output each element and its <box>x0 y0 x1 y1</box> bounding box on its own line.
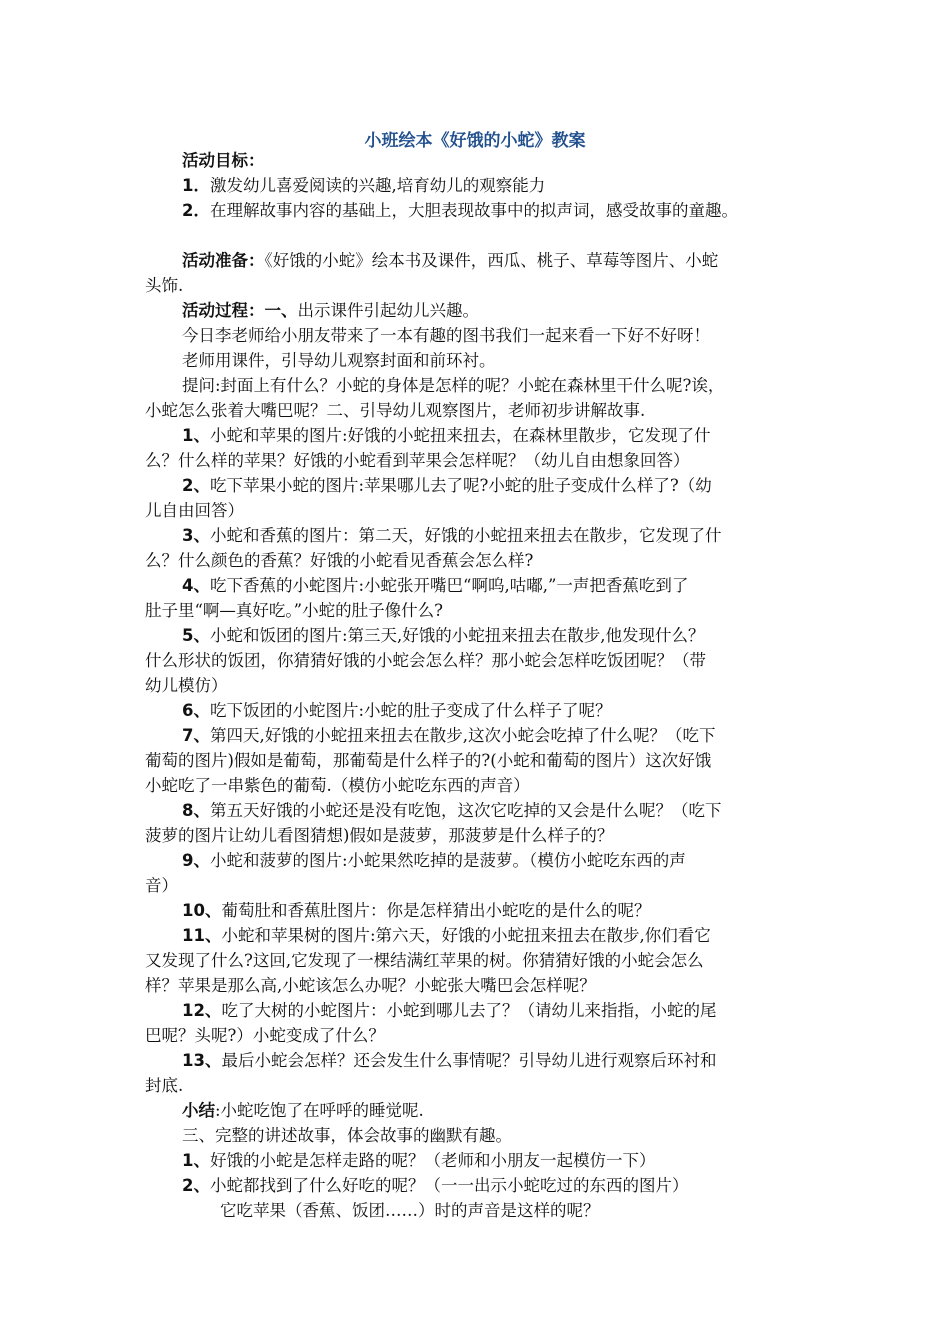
step-9: 9、小蛇和菠萝的图片:小蛇果然吃掉的是菠萝。（模仿小蛇吃东西的声 <box>182 851 686 870</box>
step-11-cont: 又发现了什么?这回,它发现了一棵结满红苹果的树。你猜猜好饿的小蛇会怎么 <box>145 951 704 970</box>
summary: 小结:小蛇吃饱了在呼呼的睡觉呢. <box>182 1101 424 1120</box>
prep-line-cont: 头饰. <box>145 276 184 295</box>
step-8: 8、第五天好饿的小蛇还是没有吃饱，这次它吃掉的又会是什么呢？（吃下 <box>182 801 722 820</box>
step-2: 2、吃下苹果小蛇的图片:苹果哪儿去了呢?小蛇的肚子变成什么样了?（幼 <box>182 476 712 495</box>
prep-line: 活动准备：《好饿的小蛇》绘本书及课件，西瓜、桃子、草莓等图片、小蛇 <box>182 251 719 270</box>
goal-heading: 活动目标： <box>182 151 265 170</box>
step-4-cont: 肚子里“啊—真好吃。”小蛇的肚子像什么? <box>145 601 443 620</box>
step-11-cont: 样？苹果是那么高,小蛇该怎么办呢？小蛇张大嘴巴会怎样呢？ <box>145 976 596 995</box>
task-3: 它吃苹果（香蕉、饭团……）时的声音是这样的呢？ <box>220 1201 600 1220</box>
step-11: 11、小蛇和苹果树的图片:第六天，好饿的小蛇扭来扭去在散步,你们看它 <box>182 926 711 945</box>
step-7-cont: 葡萄的图片)假如是葡萄，那葡萄是什么样子的?(小蛇和葡萄的图片）这次好饿 <box>145 751 712 770</box>
step-2-cont: 儿自由回答） <box>145 501 244 520</box>
step-10: 10、葡萄肚和香蕉肚图片：你是怎样猜出小蛇吃的是什么的呢？ <box>182 901 651 920</box>
step-4: 4、吃下香蕉的小蛇图片:小蛇张开嘴巴“啊呜,咕嘟,”一声把香蕉吃到了 <box>182 576 689 595</box>
page-title: 小班绘本《好饿的小蛇》教案 <box>364 131 586 151</box>
step-5: 5、小蛇和饭团的图片:第三天,好饿的小蛇扭来扭去在散步,他发现什么？ <box>182 626 705 645</box>
step-13: 13、最后小蛇会怎样？还会发生什么事情呢？引导幼儿进行观察后环衬和 <box>182 1051 717 1070</box>
paragraph-cont: 小蛇怎么张着大嘴巴呢？二、引导幼儿观察图片，老师初步讲解故事. <box>145 401 646 420</box>
step-7: 7、第四天,好饿的小蛇扭来扭去在散步,这次小蛇会吃掉了什么呢？（吃下 <box>182 726 716 745</box>
step-7-cont: 小蛇吃了一串紫色的葡萄.（模仿小蛇吃东西的声音） <box>145 776 530 795</box>
step-9-cont: 音） <box>145 876 178 895</box>
step-1: 1、小蛇和苹果的图片:好饿的小蛇扭来扭去，在森林里散步，它发现了什 <box>182 426 711 445</box>
step-1-cont: 么？什么样的苹果？好饿的小蛇看到苹果会怎样呢？（幼儿自由想象回答） <box>145 451 690 470</box>
task-2: 2、小蛇都找到了什么好吃的呢？（一一出示小蛇吃过的东西的图片） <box>182 1176 689 1195</box>
section-three: 三、完整的讲述故事，体会故事的幽默有趣。 <box>182 1126 512 1145</box>
paragraph: 今日李老师给小朋友带来了一本有趣的图书我们一起来看一下好不好呀！ <box>182 326 710 345</box>
paragraph: 老师用课件，引导幼儿观察封面和前环衬。 <box>182 351 496 370</box>
goal-item-1: 1．激发幼儿喜爱阅读的兴趣,培育幼儿的观察能力 <box>182 176 546 195</box>
step-3-cont: 么？什么颜色的香蕉？好饿的小蛇看见香蕉会怎么样? <box>145 551 534 570</box>
step-12-cont: 巴呢？头呢?）小蛇变成了什么？ <box>145 1026 385 1045</box>
task-1: 1、好饿的小蛇是怎样走路的呢？（老师和小朋友一起模仿一下） <box>182 1151 656 1170</box>
step-13-cont: 封底. <box>145 1076 184 1095</box>
step-5-cont: 什么形状的饭团，你猜猜好饿的小蛇会怎么样？那小蛇会怎样吃饭团呢？（带 <box>145 651 706 670</box>
step-8-cont: 菠萝的图片让幼儿看图猜想)假如是菠萝，那菠萝是什么样子的？ <box>145 826 614 845</box>
process-heading: 活动过程：一、出示课件引起幼儿兴趣。 <box>182 301 479 320</box>
step-6: 6、吃下饭团的小蛇图片:小蛇的肚子变成了什么样子了呢？ <box>182 701 612 720</box>
step-12: 12、吃了大树的小蛇图片：小蛇到哪儿去了？（请幼儿来指指，小蛇的尾 <box>182 1001 717 1020</box>
goal-item-2: 2．在理解故事内容的基础上，大胆表现故事中的拟声词，感受故事的童趣。 <box>182 201 738 220</box>
paragraph: 提问:封面上有什么？小蛇的身体是怎样的呢？小蛇在森林里干什么呢?诶， <box>182 376 725 395</box>
step-3: 3、小蛇和香蕉的图片：第二天，好饿的小蛇扭来扭去在散步，它发现了什 <box>182 526 722 545</box>
step-5-cont: 幼儿模仿） <box>145 676 228 695</box>
